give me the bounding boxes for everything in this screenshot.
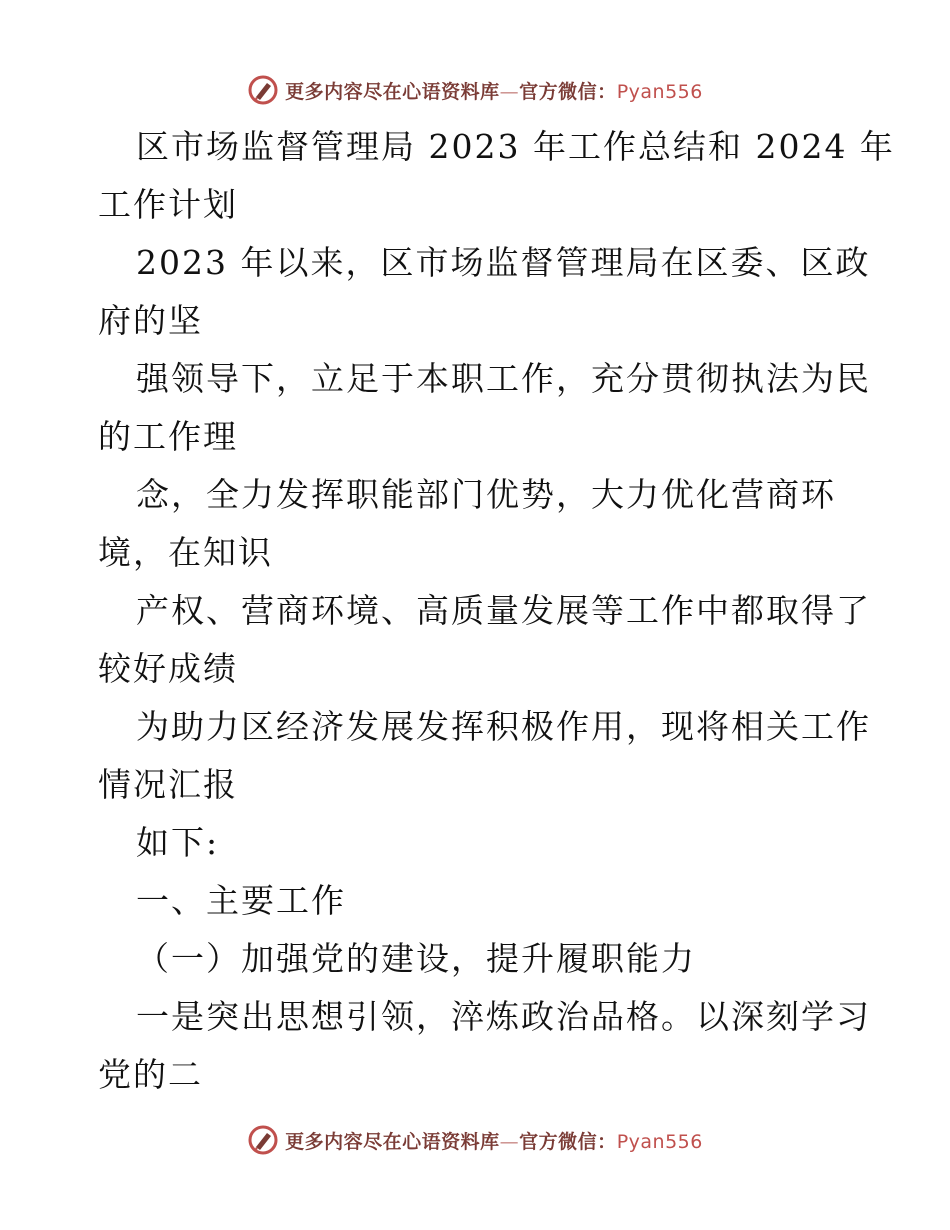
text-line: 念，全力发挥职能部门优势，大力优化营商环 [136,475,836,514]
text-line: 一、主要工作 [136,881,346,920]
text-line: 区市场监督管理局 2023 年工作总结和 2024 年 [136,127,895,166]
text-line: 情况汇报 [98,765,238,804]
text-line: 较好成绩 [98,649,238,688]
text-line: 产权、营商环境、高质量发展等工作中都取得了 [136,591,871,630]
watermark-text: 更多内容尽在心语资料库—官方微信：Pyan556 [285,80,703,103]
document-body [98,118,895,1104]
pen-logo-icon [247,74,279,106]
text-line: （一）加强党的建设，提升履职能力 [136,939,696,978]
footer-watermark-banner [0,1120,950,1160]
header-watermark-banner [0,70,950,110]
text-line: 一是突出思想引领，淬炼政治品格。以深刻学习 [136,997,871,1036]
text-line: 府的坚 [98,301,203,340]
text-line: 境，在知识 [98,533,273,572]
text-line: 工作计划 [98,185,238,224]
watermark-text: 更多内容尽在心语资料库—官方微信：Pyan556 [285,1130,703,1153]
text-line: 党的二 [98,1055,203,1094]
text-line: 2023 年以来，区市场监督管理局在区委、区政 [136,243,871,282]
text-line: 如下: [136,823,220,862]
text-line: 的工作理 [98,417,238,456]
text-line: 强领导下，立足于本职工作，充分贯彻执法为民 [136,359,871,398]
text-line: 为助力区经济发展发挥积极作用，现将相关工作 [136,707,871,746]
pen-logo-icon [247,1124,279,1156]
